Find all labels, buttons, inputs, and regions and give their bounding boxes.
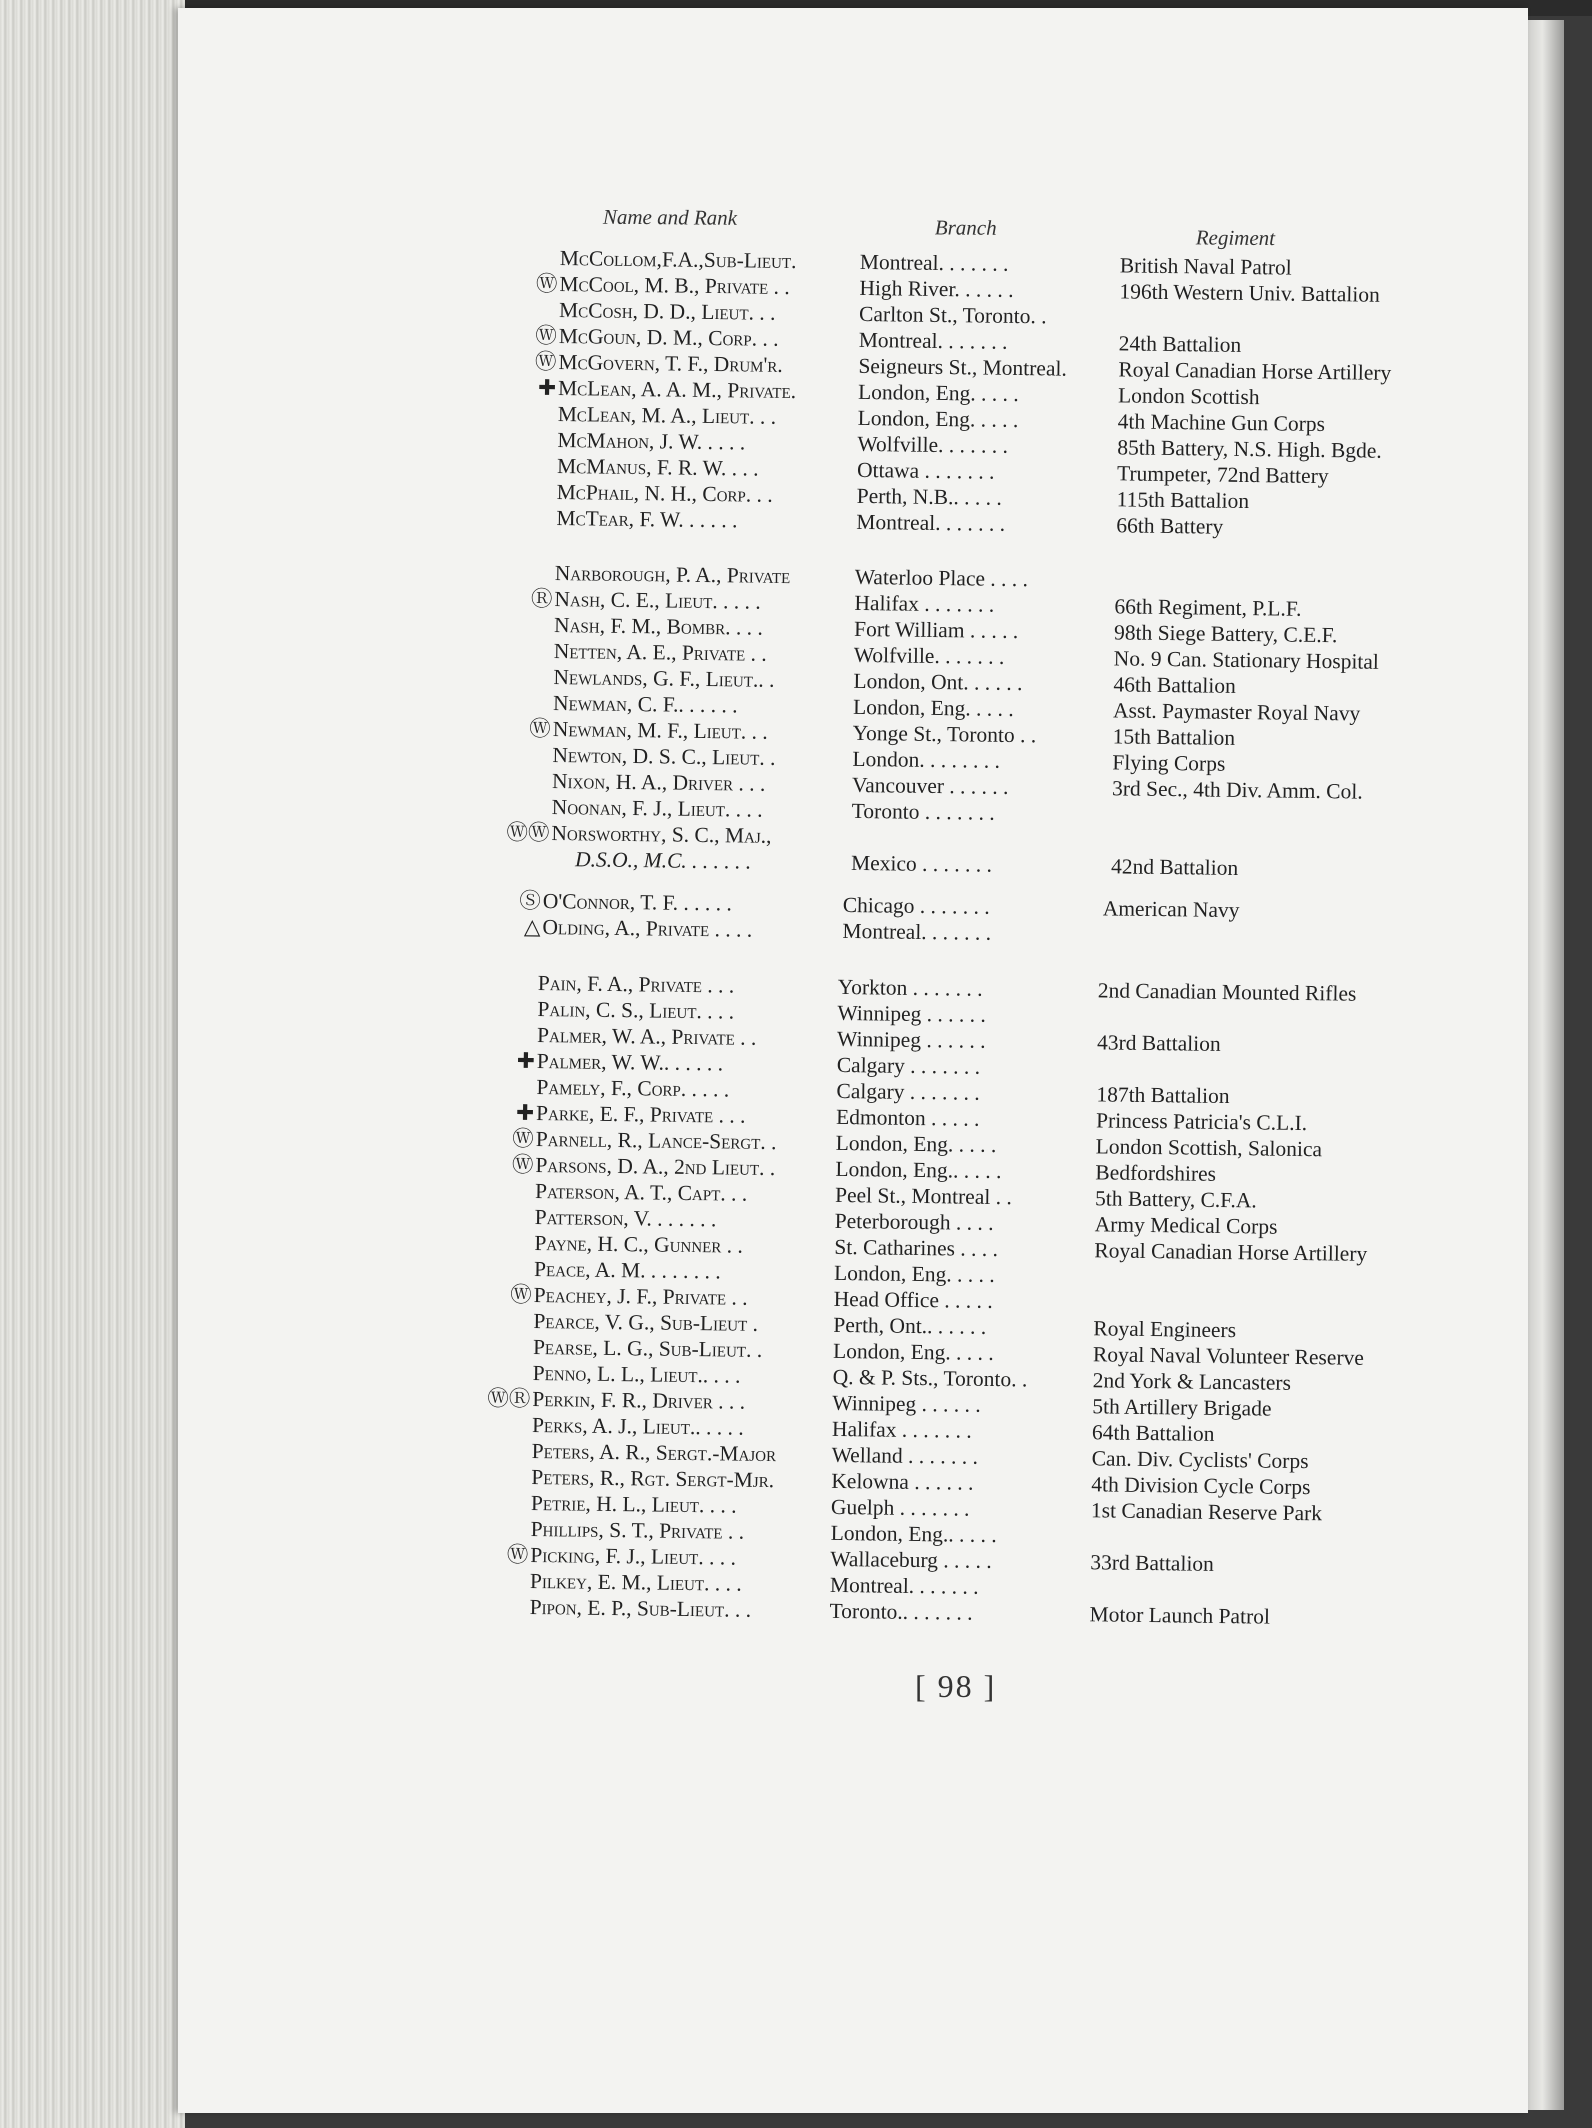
regiment: 5th Battery, C.F.A. <box>1094 1186 1257 1213</box>
name-and-rank: Peachey, J. F., Private . . <box>533 1282 748 1310</box>
roster-section <box>487 970 1537 1633</box>
branch: St. Catharines . . . . <box>834 1234 999 1262</box>
branch: Guelph . . . . . . . <box>830 1494 970 1521</box>
regiment: London Scottish <box>1117 383 1260 410</box>
name-and-rank: Payne, H. C., Gunner . . <box>534 1230 744 1258</box>
branch: London, Eng. . . . . <box>857 405 1019 433</box>
branch: Fort William . . . . . <box>853 616 1019 644</box>
regiment: Army Medical Corps <box>1094 1212 1278 1239</box>
header-regiment: Regiment <box>1195 225 1276 251</box>
regiment: Can. Div. Cyclists' Corps <box>1091 1446 1309 1474</box>
name-and-rank: Picking, F. J., Lieut. . . . <box>530 1542 737 1570</box>
branch: Yonge St., Toronto . . <box>852 720 1037 748</box>
regiment: 2nd York & Lancasters <box>1092 1368 1292 1395</box>
page-number: [ 98 ] <box>915 1668 997 1704</box>
regiment: Flying Corps <box>1112 750 1226 776</box>
branch: Chicago . . . . . . . <box>842 892 990 919</box>
regiment: No. 9 Can. Stationary Hospital <box>1113 646 1380 674</box>
regiment: Royal Engineers <box>1093 1316 1237 1343</box>
name-and-rank: Peters, A. R., Sergt.-Major <box>531 1438 777 1467</box>
regiment: Royal Canadian Horse Artillery <box>1118 357 1392 385</box>
name-and-rank: Newlands, G. F., Lieut.. . <box>553 664 775 692</box>
regiment: Royal Naval Volunteer Reserve <box>1092 1342 1365 1370</box>
branch: Wolfville. . . . . . . <box>853 642 1005 669</box>
name-and-rank: Palin, C. S., Lieut. . . . <box>537 996 735 1024</box>
branch: London. . . . . . . . <box>852 746 1001 773</box>
regiment: 2nd Canadian Mounted Rifles <box>1097 978 1357 1006</box>
branch: High River. . . . . . <box>859 275 1014 302</box>
name-and-rank: Parsons, D. A., 2nd Lieut. . <box>535 1152 776 1181</box>
status-mark-icon: Ⓦ <box>511 1152 534 1177</box>
branch: London, Eng. . . . . <box>835 1130 997 1158</box>
branch: London, Eng.. . . . . <box>830 1520 997 1548</box>
name-and-rank: Phillips, S. T., Private . . <box>530 1516 745 1544</box>
name-and-rank: Palmer, W. W.. . . . . . <box>536 1048 724 1076</box>
regiment: 66th Regiment, P.L.F. <box>1114 594 1302 621</box>
name-and-rank: Peace, A. M. . . . . . . . <box>533 1256 721 1284</box>
regiment: 24th Battalion <box>1118 331 1242 357</box>
regiment: 3rd Sec., 4th Div. Amm. Col. <box>1111 776 1363 804</box>
status-mark-icon: Ⓦ <box>535 271 558 296</box>
branch: Wolfville. . . . . . . <box>857 431 1009 458</box>
status-mark-icon: Ⓦ <box>510 1282 532 1307</box>
regiment: Princess Patricia's C.L.I. <box>1095 1108 1308 1136</box>
regiment: Royal Canadian Horse Artillery <box>1094 1238 1368 1266</box>
status-mark-icon: Ⓦ <box>535 323 557 348</box>
roster-section <box>534 245 1560 544</box>
name-and-rank: Pain, F. A., Private . . . <box>537 970 735 998</box>
name-and-rank: McCosh, D. D., Lieut. . . <box>558 297 776 325</box>
name-and-rank: Petrie, H. L., Lieut. . . . <box>530 1490 737 1518</box>
branch: Waterloo Place . . . . <box>854 564 1029 592</box>
regiment: 115th Battalion <box>1116 487 1250 514</box>
branch: Head Office . . . . . <box>833 1286 993 1313</box>
name-and-rank: Newman, M. F., Lieut. . . <box>552 716 768 744</box>
branch: Wallaceburg . . . . . <box>830 1546 992 1573</box>
branch: Ottawa . . . . . . . <box>856 457 995 484</box>
branch: Kelowna . . . . . . <box>831 1468 974 1495</box>
regiment: 85th Battery, N.S. High. Bgde. <box>1117 435 1382 463</box>
header-branch: Branch <box>934 215 997 240</box>
regiment: 15th Battalion <box>1112 724 1236 750</box>
name-and-rank: Pilkey, E. M., Lieut. . . . <box>529 1568 742 1596</box>
regiment: Asst. Paymaster Royal Navy <box>1112 698 1361 726</box>
status-mark-icon: Ⓢ <box>519 888 541 913</box>
branch: Winnipeg . . . . . . <box>832 1390 981 1417</box>
name-and-rank: McTear, F. W. . . . . . <box>556 505 738 533</box>
name-and-rank: O'Connor, T. F. . . . . . <box>542 888 733 916</box>
name-and-rank: McGovern, T. F., Drum'r. <box>558 349 783 377</box>
name-and-rank: Nash, F. M., Bombr. . . . <box>553 612 763 640</box>
regiment: 5th Artillery Brigade <box>1092 1394 1272 1421</box>
branch: Winnipeg . . . . . . <box>836 1026 986 1053</box>
branch: Carlton St., Toronto. . <box>858 301 1047 329</box>
branch: Perth, N.B.. . . . . <box>856 483 1003 510</box>
name-and-rank: McPhail, N. H., Corp. . . <box>556 479 773 507</box>
regiment: 196th Western Univ. Battalion <box>1119 279 1380 307</box>
branch: Montreal. . . . . . . <box>829 1572 979 1599</box>
status-mark-icon: Ⓦ <box>534 349 557 374</box>
name-and-rank: Peters, R., Rgt. Sergt-Mjr. <box>531 1464 775 1493</box>
name-and-rank: McLean, A. A. M., Private. <box>557 375 797 404</box>
branch: Toronto . . . . . . . <box>851 798 995 825</box>
branch: Halifax . . . . . . . <box>854 590 995 617</box>
name-and-rank: McGoun, D. M., Corp. . . <box>558 323 779 351</box>
branch: Montreal. . . . . . . <box>859 249 1009 276</box>
regiment: British Naval Patrol <box>1119 253 1292 280</box>
branch: Mexico . . . . . . . <box>850 850 993 877</box>
name-and-rank: McMahon, J. W. . . . . <box>557 427 746 455</box>
regiment: Motor Launch Patrol <box>1089 1602 1271 1629</box>
branch: Calgary . . . . . . . <box>836 1052 981 1079</box>
name-and-rank: McManus, F. R. W. . . . <box>556 453 759 481</box>
branch: Seigneurs St., Montreal. <box>858 353 1068 381</box>
regiment: 4th Machine Gun Corps <box>1117 409 1326 437</box>
branch: Peterborough . . . . <box>834 1208 994 1235</box>
regiment: 33rd Battalion <box>1090 1550 1215 1576</box>
branch: Halifax . . . . . . . <box>831 1416 972 1443</box>
name-and-rank: Patterson, V. . . . . . . <box>534 1204 717 1232</box>
name-and-rank: Parke, E. F., Private . . . <box>535 1100 746 1128</box>
status-mark-icon: Ⓦ <box>506 1542 529 1567</box>
name-and-rank: Pearce, V. G., Sub-Lieut . <box>533 1308 759 1336</box>
branch: Edmonton . . . . . <box>835 1104 980 1131</box>
branch: London, Eng. . . . . <box>857 379 1019 407</box>
status-mark-icon: ⓌⓌ <box>506 820 550 845</box>
regiment: 187th Battalion <box>1096 1082 1230 1109</box>
branch: Montreal. . . . . . . <box>858 327 1008 354</box>
branch: London, Eng. . . . . <box>852 694 1014 722</box>
name-and-rank: Parnell, R., Lance-Sergt. . <box>535 1126 777 1155</box>
name-and-rank: Palmer, W. A., Private . . <box>536 1022 757 1050</box>
regiment: 43rd Battalion <box>1096 1030 1221 1056</box>
status-mark-icon: ⓌⓇ <box>487 1386 531 1411</box>
regiment: London Scottish, Salonica <box>1095 1134 1323 1162</box>
branch: Vancouver . . . . . . <box>851 772 1009 799</box>
branch: London, Eng. . . . . <box>833 1260 995 1288</box>
branch: Perth, Ont.. . . . . . <box>833 1312 987 1339</box>
name-and-rank: Penno, L. L., Lieut.. . . . <box>532 1360 741 1388</box>
name-and-rank: Pearse, L. G., Sub-Lieut. . <box>532 1334 763 1362</box>
regiment: American Navy <box>1102 896 1240 923</box>
regiment: 66th Battery <box>1116 513 1224 539</box>
status-mark-icon: ✚ <box>515 1100 535 1125</box>
regiment: Trumpeter, 72nd Battery <box>1116 461 1329 489</box>
status-mark-icon: △ <box>523 914 541 939</box>
regiment: Bedfordshires <box>1095 1160 1217 1186</box>
header-name-and-rank: Name and Rank <box>602 204 738 230</box>
status-mark-icon: Ⓦ <box>512 1126 534 1151</box>
name-and-rank: Olding, A., Private . . . . <box>542 914 753 942</box>
branch: Calgary . . . . . . . <box>836 1078 980 1105</box>
name-and-rank: Paterson, A. T., Capt. . . <box>534 1178 748 1206</box>
branch: Yorkton . . . . . . . <box>837 974 983 1001</box>
status-mark-icon: ✚ <box>516 1048 535 1073</box>
book-page-edges <box>0 0 185 2128</box>
name-and-rank: Norsworthy, S. C., Maj., <box>551 820 772 848</box>
name-and-rank: Narborough, P. A., Private <box>554 560 791 589</box>
regiment: 1st Canadian Reserve Park <box>1090 1498 1323 1526</box>
regiment: 64th Battalion <box>1091 1420 1215 1446</box>
name-and-rank: McCool, M. B., Private . . <box>559 271 790 300</box>
name-and-rank: Perks, A. J., Lieut.. . . . . <box>531 1412 744 1440</box>
branch: London, Ont. . . . . . <box>853 668 1023 696</box>
branch: Montreal. . . . . . . <box>842 918 992 945</box>
name-and-rank: Pamely, F., Corp. . . . . <box>536 1074 730 1102</box>
regiment: 46th Battalion <box>1113 672 1236 698</box>
branch: Toronto.. . . . . . . <box>829 1598 973 1625</box>
name-and-rank: D.S.O., M.C. . . . . . . <box>574 847 752 874</box>
status-mark-icon: ✚ <box>537 375 557 400</box>
name-and-rank: Nixon, H. A., Driver . . . <box>551 768 766 796</box>
branch: Q. & P. Sts., Toronto. . <box>832 1364 1028 1392</box>
name-and-rank: Perkin, F. R., Driver . . . <box>532 1386 746 1414</box>
regiment: 4th Division Cycle Corps <box>1091 1472 1311 1500</box>
branch: London, Eng. . . . . <box>832 1338 994 1365</box>
name-and-rank: Pipon, E. P., Sub-Lieut. . . <box>529 1594 752 1622</box>
name-and-rank: Noonan, F. J., Lieut. . . . <box>551 794 763 822</box>
name-and-rank: Newman, C. F.. . . . . . <box>552 690 738 718</box>
status-mark-icon: Ⓦ <box>529 716 551 741</box>
status-mark-icon: Ⓡ <box>530 586 553 611</box>
name-and-rank: McLean, M. A., Lieut. . . <box>557 401 777 429</box>
roster-section <box>506 560 1555 885</box>
branch: Winnipeg . . . . . . <box>837 1000 987 1027</box>
name-and-rank: McCollom,F.A.,Sub-Lieut. <box>559 245 797 274</box>
branch: Peel St., Montreal . . <box>834 1182 1012 1210</box>
regiment: 98th Siege Battery, C.E.F. <box>1113 620 1338 648</box>
regiment: 42nd Battalion <box>1110 854 1239 880</box>
branch: Montreal. . . . . . . <box>856 509 1006 536</box>
name-and-rank: Newton, D. S. C., Lieut. . <box>552 742 776 770</box>
branch: London, Eng.. . . . . <box>835 1156 1002 1184</box>
name-and-rank: Netten, A. E., Private . . <box>553 638 767 666</box>
branch: Welland . . . . . . . <box>831 1442 979 1469</box>
name-and-rank: Nash, C. E., Lieut. . . . . <box>554 586 761 614</box>
